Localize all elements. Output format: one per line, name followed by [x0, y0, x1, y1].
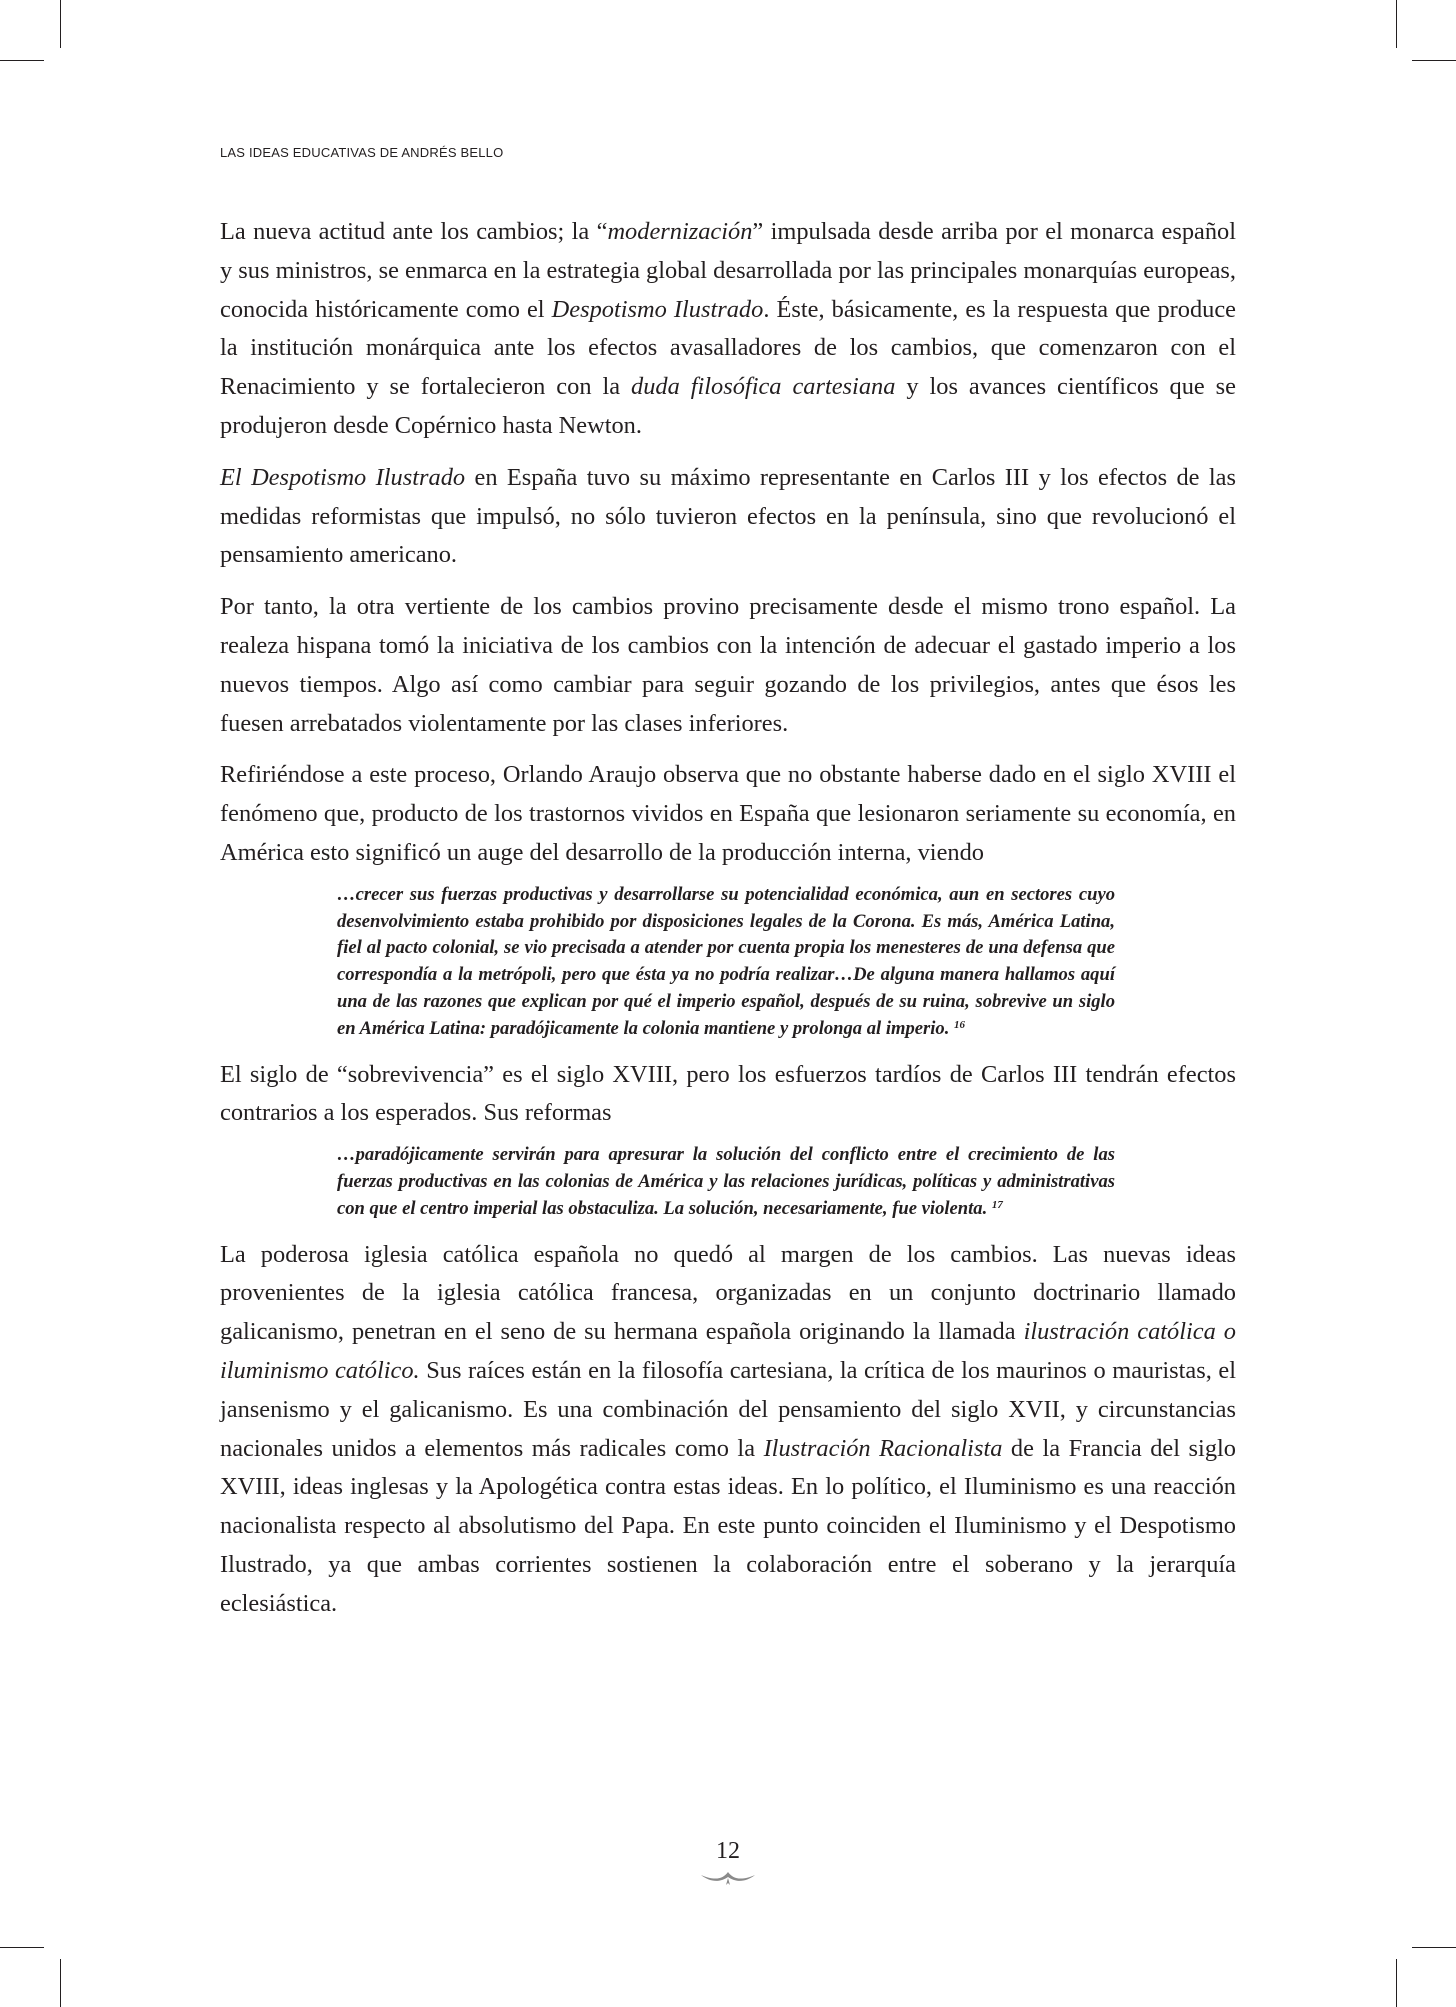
italic-term: El Despotismo Ilustrado: [220, 463, 466, 491]
block-quote: …crecer sus fuerzas productivas y desarrollarse su potencialidad económica, aun en sectores cuyo desenvolvimiento estaba prohibido por disposiciones legales de la Corona. Es más, América Latina, fiel al pacto colonial, se vio precisada a atender por cuenta propia los menesteres de una defensa que correspondía a la metrópoli, pero que ésta ya no podría realizar…De alguna manera hallamos aquí una de las razones que explican por qué el imperio español, después de su ruina, sobrevive un siglo en América Latina: paradójicamente la colonia mantiene y prolonga al imperio. $^{16}$: [337, 883, 1115, 1039]
paragraph: Refiriéndose a este proceso, Orlando Araujo observa que no obstante haberse dado en el siglo XVIII el fenómeno que, producto de los trastornos vividos en España que lesionaron seriamente su economía, en América esto significó un auge del desarrollo de la producción interna, viendo: [220, 761, 1236, 866]
crop-mark: [0, 1947, 44, 1948]
flourish-ornament-icon: [697, 1869, 759, 1887]
page-number: 12: [716, 1838, 740, 1864]
paragraph: La nueva actitud ante los cambios; la “modernización” impulsada desde arriba por el monarca español y sus ministros, se enmarca en la estrategia global desarrollada por las principales monarquías europeas, conocida históricamente como el Despotismo Ilustrado. Éste, básicamente, es la respuesta que produce la institución monárquica ante los efectos avasalladores de los cambios, que comenzaron con el Renacimiento y se fortalecieron con la duda filosófica cartesiana y los avances científicos que se produjeron desde Copérnico hasta Newton.: [220, 218, 1237, 439]
paragraph: La poderosa iglesia católica española no quedó al margen de los cambios. Las nuevas ideas provenientes de la iglesia católica francesa, organizadas en un conjunto doctrinario llamado galicanismo, penetran en el seno de su hermana española originando la llamada ilustración católica o iluminismo católico. Sus raíces están en la filosofía cartesiana, la crítica de los maurinos o mauristas, el jansenismo y el galicanismo. Es una combinación del pensamiento del siglo XVII, y circunstancias nacionales unidos a elementos más radicales como la Ilustración Racionalista de la Francia del siglo XVIII, ideas inglesas y la Apologética contra estas ideas. En lo político, el Iluminismo es una reacción nacionalista respecto al absolutismo del Papa. En este punto coinciden el Iluminismo y el Despotismo Ilustrado, ya que ambas corrientes sostienen la colaboración entre el soberano y la jerarquía eclesiástica.: [220, 1240, 1236, 1617]
crop-mark: [60, 0, 61, 48]
crop-mark: [1396, 1959, 1397, 2007]
italic-term: duda filosófica cartesiana: [631, 373, 896, 401]
crop-mark: [1412, 1947, 1456, 1948]
footnote-marker: 16: [954, 1018, 966, 1031]
italic-term: Despotismo Ilustrado: [551, 295, 764, 323]
crop-mark: [60, 1959, 61, 2007]
crop-mark: [1412, 60, 1456, 61]
footnote-marker: 17: [991, 1198, 1003, 1211]
italic-term: ilustración católica o iluminismo católico.: [220, 1318, 1236, 1384]
italic-term: modernización: [607, 218, 753, 245]
block-quote: …paradójicamente servirán para apresurar la solución del conflicto entre el crecimiento de las fuerzas productivas en las colonias de América y las relaciones jurídicas, políticas y administrativas con que el centro imperial las obstaculiza. La solución, necesariamente, fue violenta. $^{17}$: [337, 1144, 1115, 1219]
paragraph: El siglo de “sobrevivencia” es el siglo XVIII, pero los esfuerzos tardíos de Carlos III tendrán efectos contrarios a los esperados. Sus reformas: [220, 1060, 1236, 1127]
body-text: [220, 213, 1236, 1636]
crop-mark: [1396, 0, 1397, 48]
paragraph: El Despotismo Ilustrado en España tuvo su máximo representante en Carlos III y los efectos de las medidas reformistas que impulsó, no sólo tuvieron efectos en la península, sino que revolucionó el pensamiento americano.: [220, 463, 1236, 569]
paragraph: Por tanto, la otra vertiente de los cambios provino precisamente desde el mismo trono español. La realeza hispana tomó la iniciativa de los cambios con la intención de adecuar el gastado imperio a los nuevos tiempos. Algo así como cambiar para seguir gozando de los privilegios, antes que ésos les fuesen arrebatados violentamente por las clases inferiores.: [220, 593, 1236, 737]
italic-term: Ilustración Racionalista: [763, 1434, 1003, 1462]
running-header: LAS IDEAS EDUCATIVAS DE ANDRÉS BELLO: [220, 145, 504, 160]
crop-mark: [0, 60, 44, 61]
